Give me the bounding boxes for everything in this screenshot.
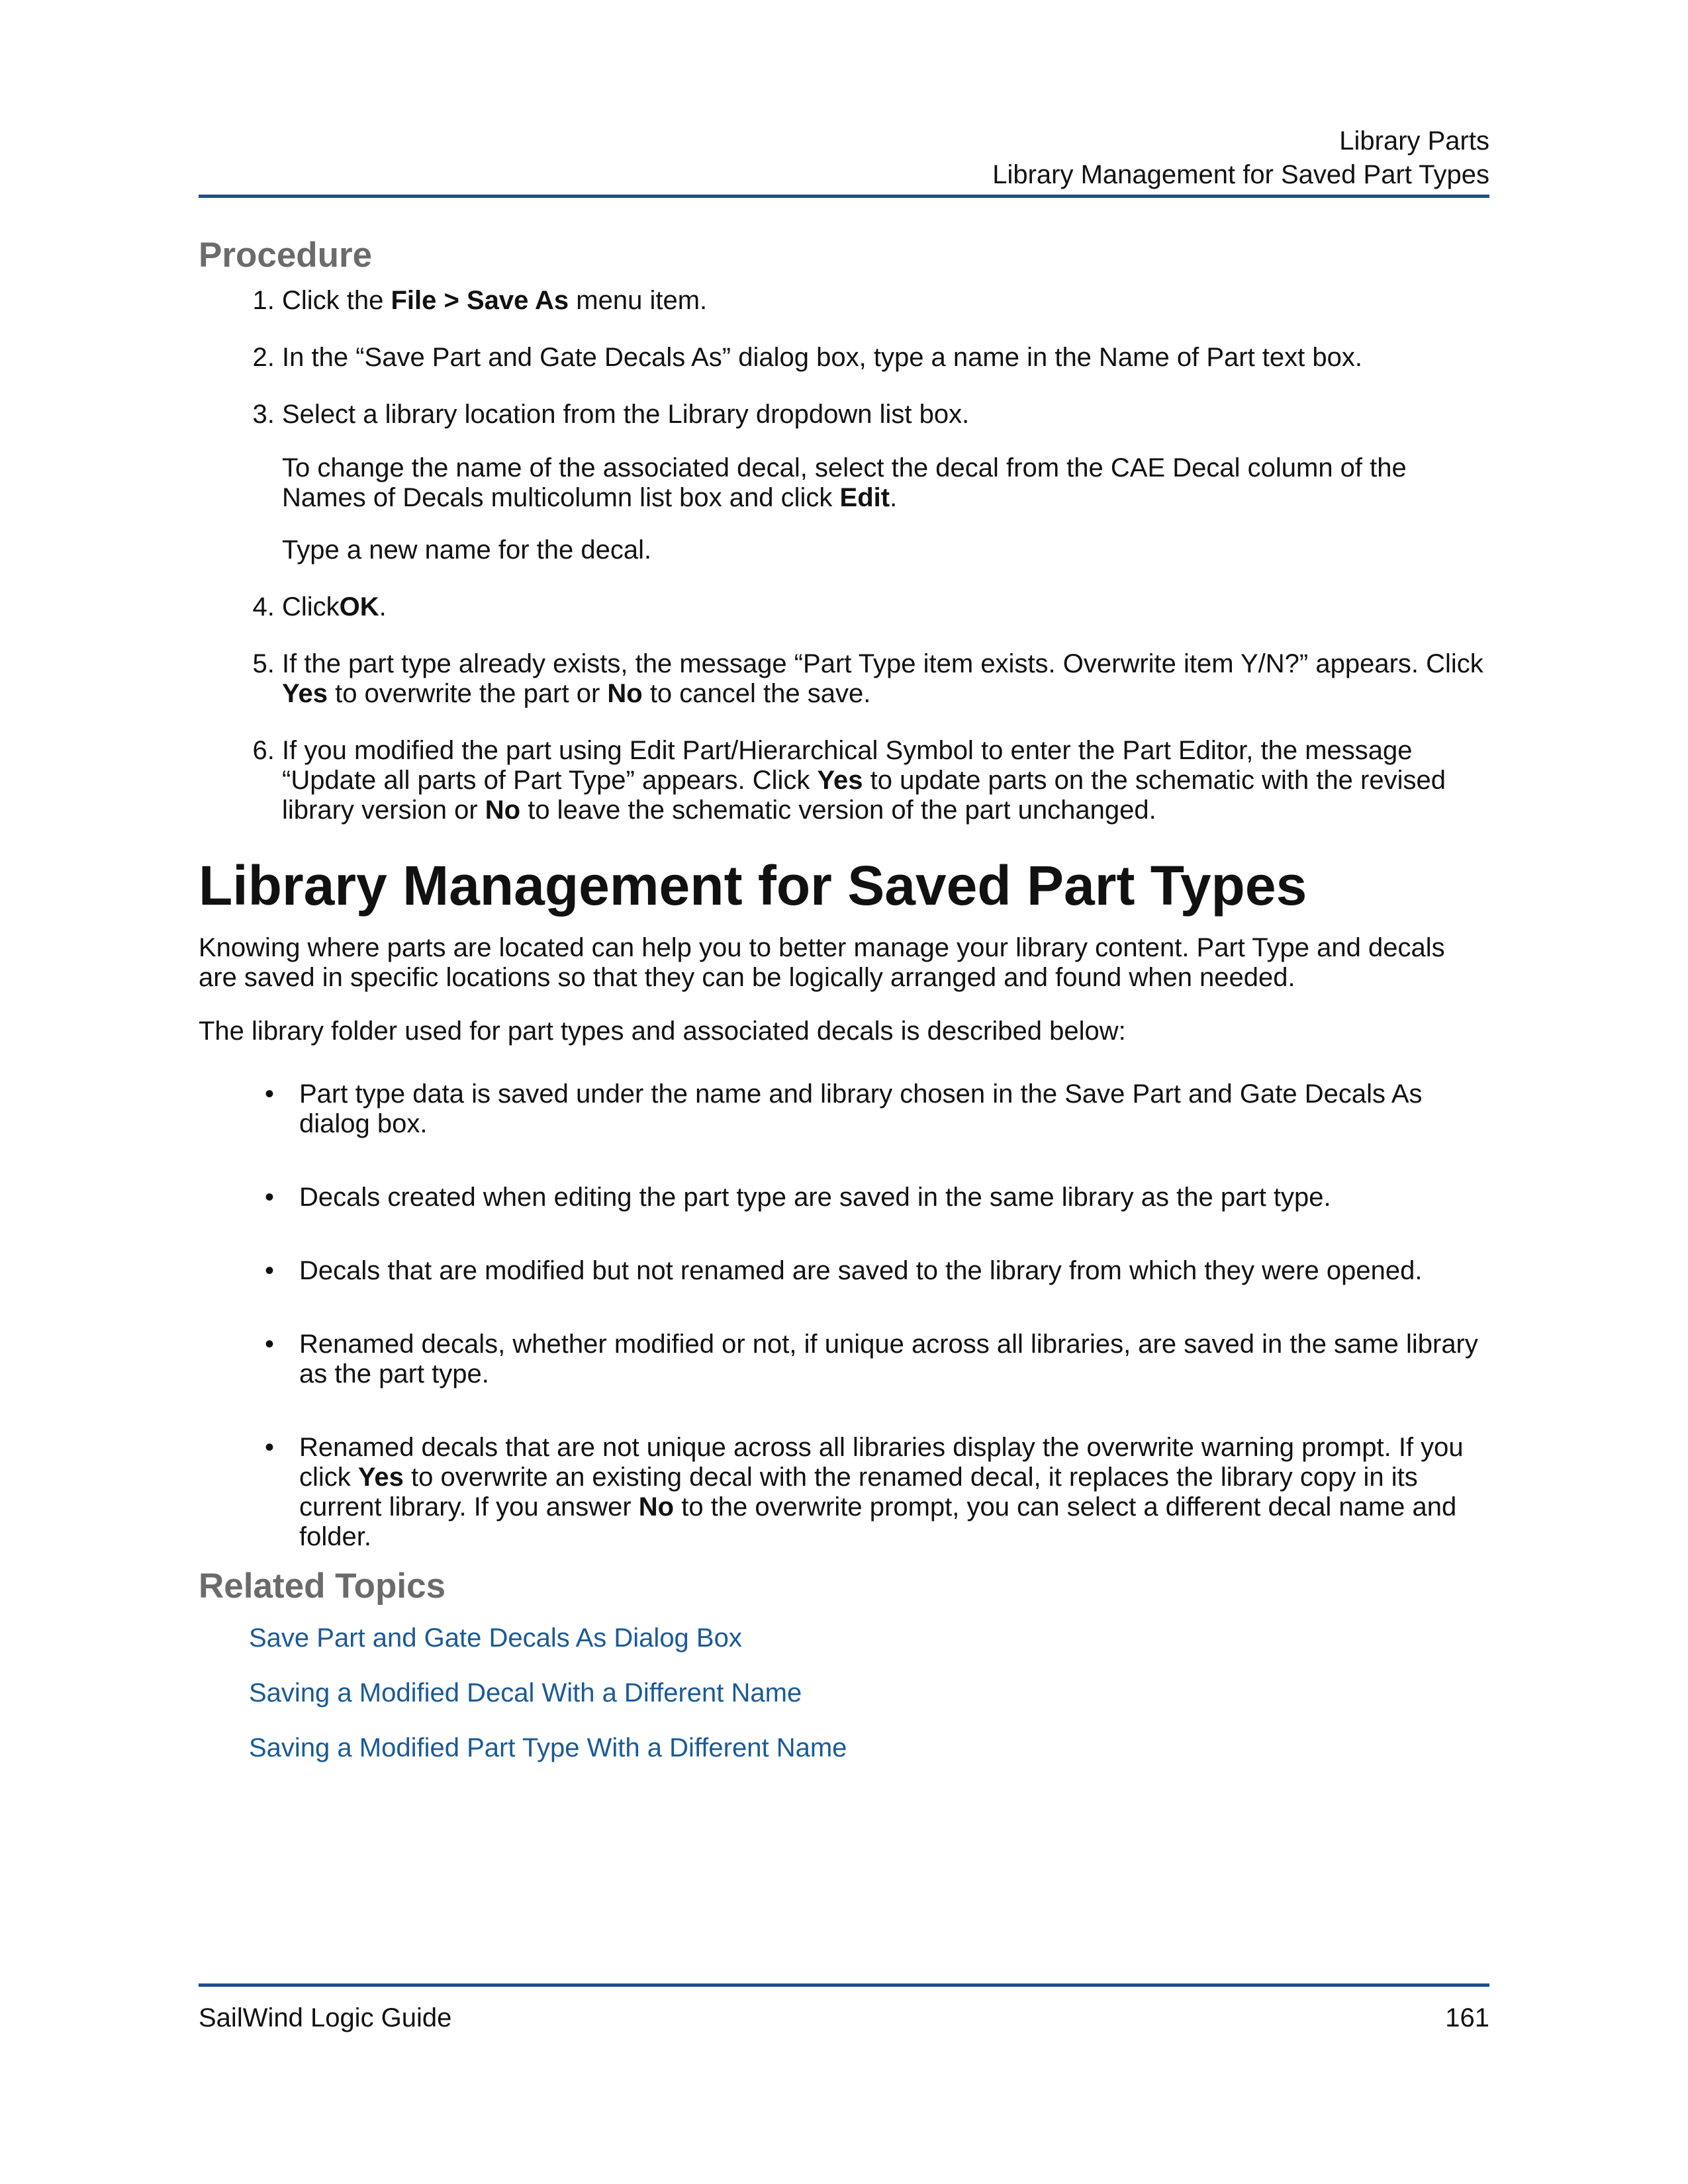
step-text-bold: OK xyxy=(339,592,379,621)
list-item-text: to overwrite an existing decal with the renamed decal, it replaces the library copy in its current library. If you answer xyxy=(299,1463,1418,1522)
running-header xyxy=(199,124,1489,192)
list-item xyxy=(299,1330,1489,1389)
step-text: Click xyxy=(282,592,340,621)
list-item xyxy=(299,1079,1489,1139)
step-text-bold: Yes xyxy=(817,766,863,795)
intro-paragraph: The library folder used for part types and associated decals is described below: xyxy=(199,1017,1126,1046)
list-item xyxy=(299,1433,1489,1552)
list-item-text-bold: No xyxy=(638,1492,675,1522)
procedure-step xyxy=(282,736,1489,825)
list-item xyxy=(299,1256,1489,1286)
header-chapter: Library Parts xyxy=(1339,126,1489,156)
related-link-modified-part-type[interactable]: Saving a Modified Part Type With a Different Name xyxy=(249,1733,847,1762)
step-note xyxy=(282,453,1489,513)
procedure-step xyxy=(282,592,1489,622)
list-item-text: Decals that are modified but not renamed are saved to the library from which they were opened. xyxy=(299,1256,1423,1285)
step-text-bold: Edit xyxy=(839,483,890,512)
step-text: If you modified the part using Edit Part/Hierarchical Symbol to enter the Part Editor, the message “Update all parts of Part Type” appears. Click xyxy=(282,736,1413,795)
related-topics-heading: Related Topics xyxy=(199,1567,446,1606)
footer-guide-title: SailWind Logic Guide xyxy=(199,2003,452,2032)
list-item-text: Decals created when editing the part type are saved in the same library as the part type. xyxy=(299,1183,1331,1212)
related-topics-links xyxy=(249,1623,1489,1763)
header-rule xyxy=(199,195,1489,198)
step-note: Type a new name for the decal. xyxy=(282,535,652,565)
procedure-step xyxy=(282,400,1489,565)
page-number: 161 xyxy=(1445,2003,1489,2032)
list-item-text: Part type data is saved under the name and library chosen in the Save Part and Gate Decals As dialog box. xyxy=(299,1079,1423,1138)
procedure-steps xyxy=(199,286,1489,825)
list-item-text: to the overwrite prompt, you can select a different decal name and folder. xyxy=(299,1492,1457,1551)
step-text: to overwrite the part or xyxy=(327,679,608,708)
folder-rules-list xyxy=(199,1079,1489,1552)
list-item-text: Renamed decals, whether modified or not, if unique across all libraries, are saved in the same library as the part type. xyxy=(299,1330,1478,1388)
related-link-modified-decal[interactable]: Saving a Modified Decal With a Different Name xyxy=(249,1678,802,1707)
header-section: Library Management for Saved Part Types xyxy=(992,160,1489,189)
procedure-heading: Procedure xyxy=(199,236,373,275)
step-text: to update parts on the schematic with the revised library version or xyxy=(282,766,1446,825)
page-content xyxy=(199,234,1489,1788)
step-text-bold: No xyxy=(607,679,643,708)
step-text: In the “Save Part and Gate Decals As” dialog box, type a name in the Name of Part text box. xyxy=(282,343,1362,372)
step-text: . xyxy=(379,592,387,621)
step-text: Select a library location from the Library dropdown list box. xyxy=(282,400,970,429)
step-text: To change the name of the associated decal, select the decal from the CAE Decal column of the Names of Decals multicolumn list box and click xyxy=(282,453,1407,512)
step-text-bold: Yes xyxy=(282,679,328,708)
list-item-text: Renamed decals that are not unique across all libraries display the overwrite warning prompt. If you click xyxy=(299,1433,1464,1492)
step-text: menu item. xyxy=(569,286,708,315)
step-text: If the part type already exists, the message “Part Type item exists. Overwrite item Y/N?” appears. Click xyxy=(282,649,1483,678)
step-text: Click the xyxy=(282,286,391,315)
procedure-step xyxy=(282,286,1489,316)
procedure-step xyxy=(282,649,1489,709)
procedure-step xyxy=(282,343,1489,373)
list-item-text-bold: Yes xyxy=(357,1463,404,1492)
list-item xyxy=(299,1183,1489,1212)
step-text-bold: No xyxy=(485,796,521,825)
footer-rule xyxy=(199,1983,1489,1987)
step-text: to leave the schematic version of the part unchanged. xyxy=(520,796,1156,825)
step-text: . xyxy=(890,483,898,512)
page-title: Library Management for Saved Part Types xyxy=(199,854,1307,917)
step-text-bold: File > Save As xyxy=(391,286,569,315)
intro-paragraph: Knowing where parts are located can help you to better manage your library content. Part Type and decals are saved in specific locations so that they can be logically arranged and found when needed. xyxy=(199,933,1445,992)
step-text: to cancel the save. xyxy=(642,679,871,708)
related-link-save-dialog[interactable]: Save Part and Gate Decals As Dialog Box xyxy=(249,1623,742,1653)
